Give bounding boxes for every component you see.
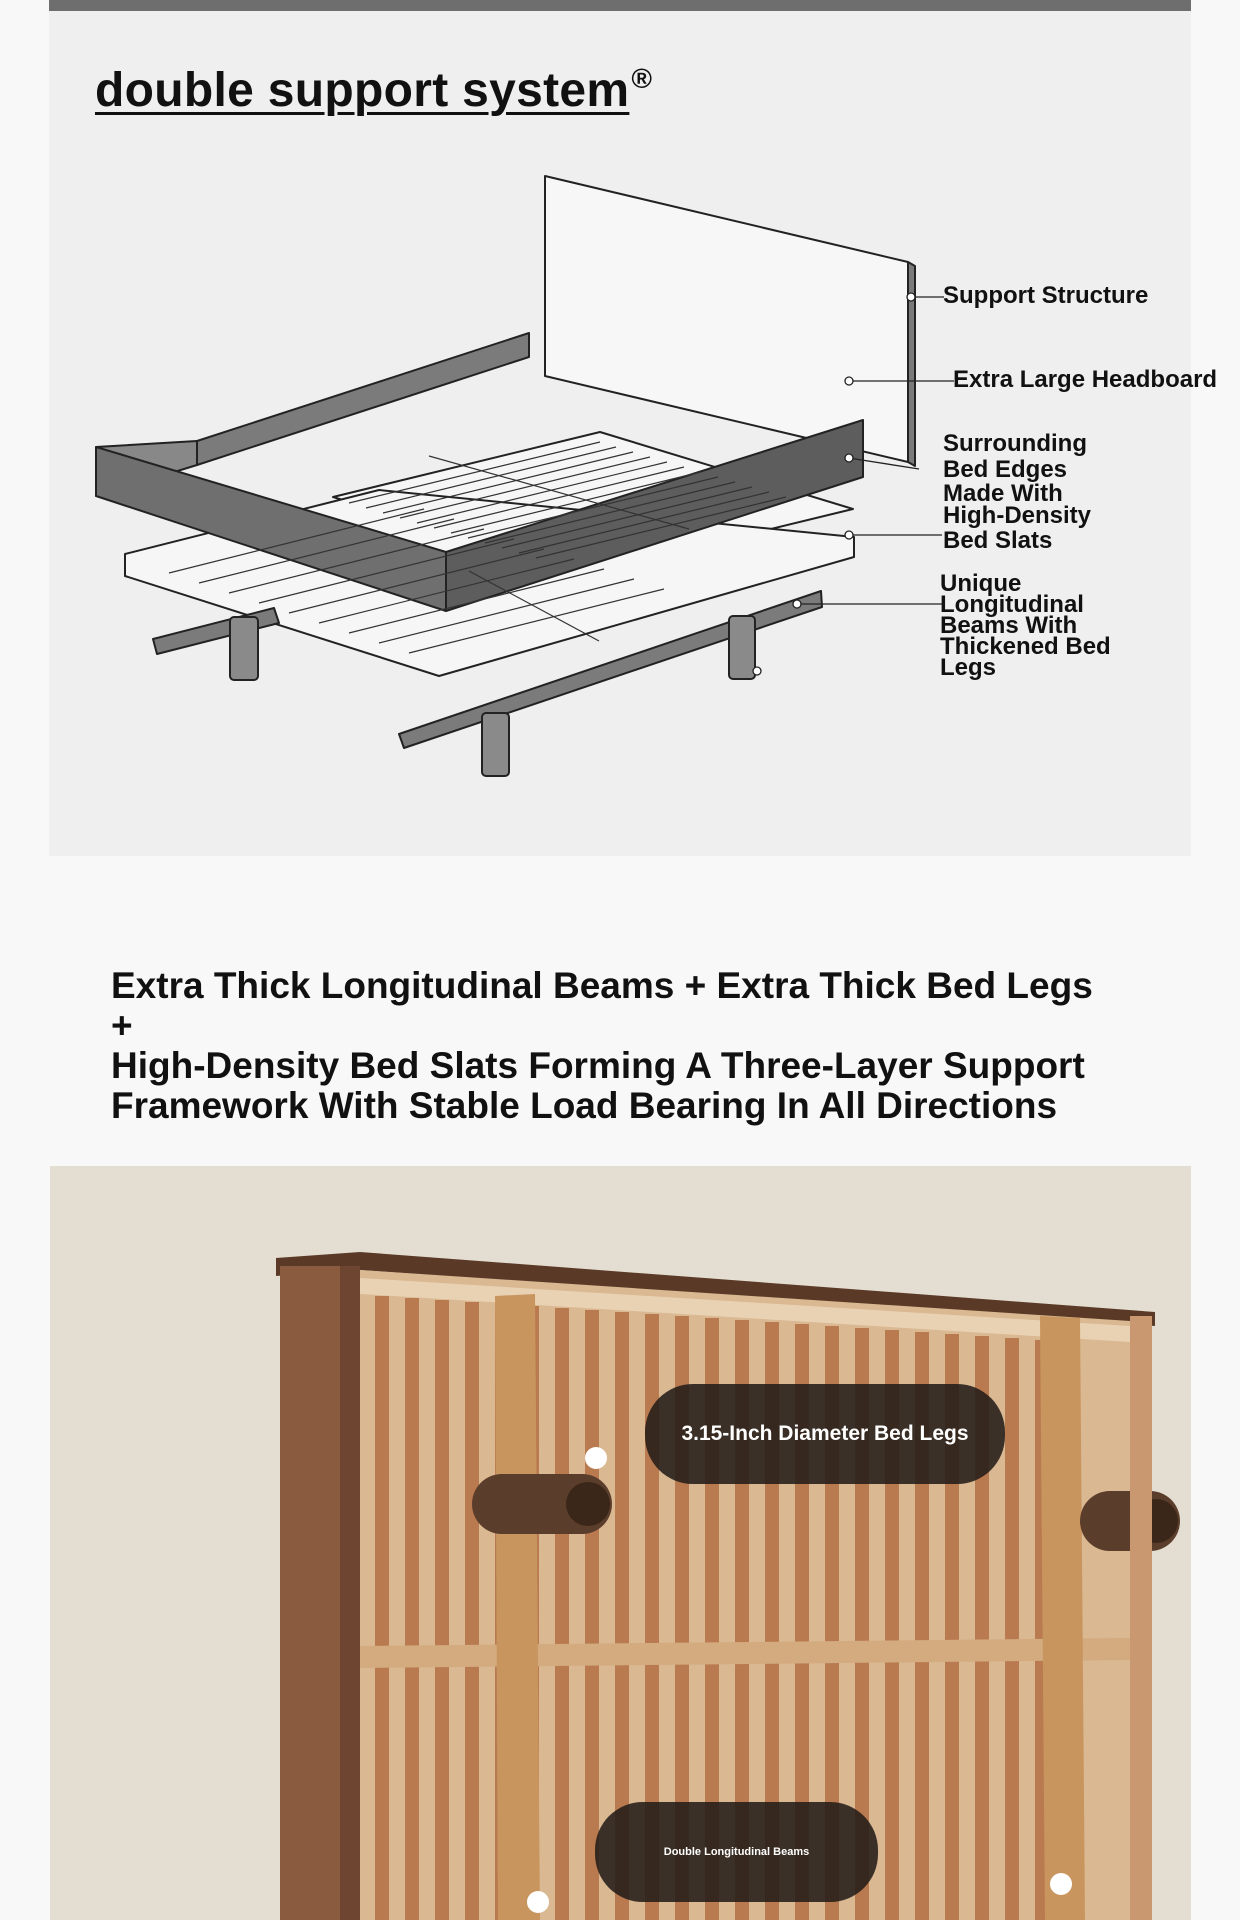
callout-headboard: Extra Large Headboard bbox=[953, 366, 1218, 393]
leg-2 bbox=[729, 616, 755, 679]
leg-3 bbox=[482, 713, 509, 776]
bed-frame-photo bbox=[50, 1166, 1191, 1920]
callout-bed-edges: Surrounding Bed Edges bbox=[943, 430, 1087, 483]
label-bed-legs: 3.15-Inch Diameter Bed Legs bbox=[645, 1384, 1005, 1484]
leg-1 bbox=[230, 617, 258, 680]
bed-edge-back bbox=[197, 333, 529, 465]
registered-mark: ® bbox=[631, 63, 653, 94]
support-diagram-panel bbox=[49, 11, 1218, 856]
callout-beams: Unique Longitudinal Beams With Thickened Bed Legs bbox=[940, 570, 1111, 681]
longitudinal-beam-right bbox=[1040, 1316, 1085, 1920]
feature-headline: Extra Thick Longitudinal Beams + Extra Thick Bed Legs + High-Density Bed Slats Forming A Three-Layer Support Framework With Stable Load Bearing In All Directions bbox=[111, 965, 1093, 1126]
beam-left bbox=[153, 608, 279, 654]
longitudinal-beam-left bbox=[495, 1294, 540, 1920]
callout-bed-slats: Made With High-Density Bed Slats bbox=[943, 480, 1092, 554]
headboard-shape bbox=[545, 176, 908, 462]
top-divider-bar bbox=[49, 0, 1191, 11]
callout-support-structure: Support Structure bbox=[943, 282, 1149, 309]
label-longitudinal-beams: Double Longitudinal Beams bbox=[595, 1802, 878, 1902]
diagram-title: double support system® bbox=[95, 63, 653, 117]
